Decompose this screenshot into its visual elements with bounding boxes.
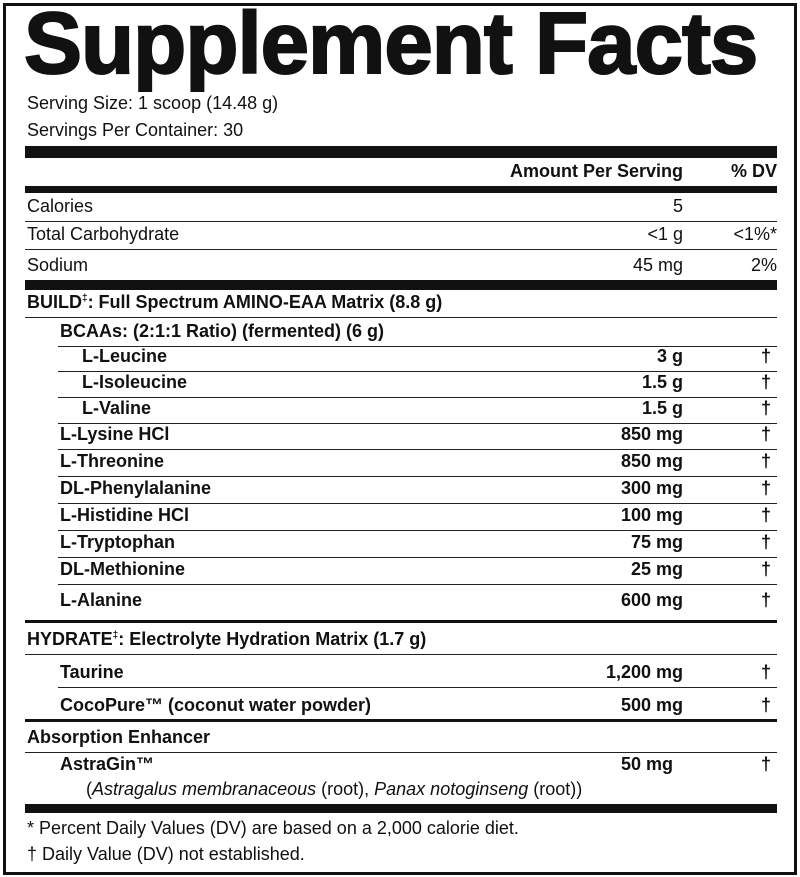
ingredient-row bbox=[58, 450, 777, 477]
ingredient-row bbox=[58, 655, 777, 688]
ingredient-dv: † bbox=[760, 424, 771, 444]
ingredient-amount: 300 mg bbox=[620, 478, 683, 498]
nutrient-amount: 5 bbox=[672, 196, 683, 216]
ingredient-name: Taurine bbox=[60, 662, 124, 682]
dv-header: % DV bbox=[730, 161, 777, 181]
ingredient-amount: 1.5 g bbox=[641, 372, 683, 392]
ingredient-name: CocoPure™ (coconut water powder) bbox=[60, 695, 372, 715]
ingredient-row bbox=[58, 477, 777, 504]
ingredient-dv: † bbox=[760, 532, 771, 552]
footnote-not-established: † Daily Value (DV) not established. bbox=[27, 844, 305, 864]
nutrient-name: Total Carbohydrate bbox=[27, 224, 180, 244]
ingredient-row bbox=[58, 753, 777, 779]
ingredient-amount: 100 mg bbox=[620, 505, 683, 525]
hydrate-section-header bbox=[25, 623, 777, 655]
ingredient-amount: 25 mg bbox=[630, 559, 683, 579]
footnote-mark: ‡ bbox=[112, 630, 119, 641]
absorption-section-header bbox=[25, 722, 777, 753]
ingredient-name: L-Tryptophan bbox=[60, 532, 175, 552]
ingredient-dv: † bbox=[760, 372, 771, 392]
ingredient-row bbox=[58, 398, 777, 424]
ingredient-name: L-Valine bbox=[82, 398, 152, 418]
ingredient-row bbox=[58, 424, 777, 450]
ingredient-dv: † bbox=[760, 505, 771, 525]
nutrient-name: Sodium bbox=[27, 255, 89, 275]
species-name: Astragalus membranaceous bbox=[92, 779, 317, 799]
divider-thick bbox=[25, 280, 777, 290]
ingredient-dv: † bbox=[760, 754, 771, 774]
divider-thick bbox=[25, 146, 777, 158]
ingredient-amount: 850 mg bbox=[620, 451, 683, 471]
amount-header: Amount Per Serving bbox=[509, 161, 683, 181]
divider-thick bbox=[25, 804, 777, 813]
nutrient-dv: 2% bbox=[750, 255, 777, 275]
nutrient-dv: <1%* bbox=[733, 224, 777, 244]
ingredient-amount: 1.5 g bbox=[641, 398, 683, 418]
ingredient-dv: † bbox=[760, 398, 771, 418]
footnote-mark: ‡ bbox=[82, 293, 88, 304]
nutrient-amount: <1 g bbox=[647, 224, 683, 244]
serving-size: Serving Size: 1 scoop (14.48 g) bbox=[27, 93, 279, 113]
ingredient-row bbox=[58, 558, 777, 585]
ingredient-row bbox=[58, 585, 777, 620]
ingredient-row bbox=[58, 504, 777, 531]
ingredient-name: L-Isoleucine bbox=[82, 372, 188, 392]
ingredient-row bbox=[58, 688, 777, 720]
nutrient-row bbox=[25, 222, 777, 250]
ingredient-row bbox=[58, 372, 777, 398]
ingredient-name: DL-Methionine bbox=[60, 559, 185, 579]
ingredient-dv: † bbox=[760, 590, 771, 610]
nutrient-row bbox=[25, 193, 777, 222]
nutrient-name: Calories bbox=[27, 196, 94, 216]
ingredient-dv: † bbox=[760, 478, 771, 498]
ingredient-name: AstraGin™ bbox=[60, 754, 155, 774]
ingredient-amount: 50 mg bbox=[620, 754, 673, 774]
ingredient-amount: 75 mg bbox=[630, 532, 683, 552]
species-name: Panax notoginseng bbox=[374, 779, 529, 799]
bcaa-header bbox=[58, 318, 777, 347]
ingredient-name: L-Leucine bbox=[82, 346, 168, 366]
section-subtitle: : Electrolyte Hydration Matrix (1.7 g) bbox=[118, 629, 427, 649]
astragin-source bbox=[86, 779, 582, 800]
ingredient-amount: 600 mg bbox=[620, 590, 683, 610]
nutrient-row bbox=[25, 250, 777, 280]
ingredient-dv: † bbox=[760, 451, 771, 471]
ingredient-amount: 500 mg bbox=[620, 695, 683, 715]
section-title: HYDRATE bbox=[27, 629, 113, 649]
ingredient-amount: 3 g bbox=[656, 346, 683, 366]
ingredient-name: L-Lysine HCl bbox=[60, 424, 170, 444]
servings-per-container: Servings Per Container: 30 bbox=[27, 120, 244, 140]
nutrient-amount: 45 mg bbox=[632, 255, 683, 275]
footnote-dv: * Percent Daily Values (DV) are based on a 2,000 calorie diet. bbox=[27, 818, 519, 838]
column-header bbox=[25, 158, 777, 186]
plant-part: (root), bbox=[316, 779, 375, 799]
plant-part: (root)) bbox=[528, 779, 583, 799]
ingredient-row bbox=[58, 531, 777, 558]
ingredient-amount: 850 mg bbox=[620, 424, 683, 444]
section-subtitle: : Full Spectrum AMINO-EAA Matrix (8.8 g) bbox=[87, 292, 443, 312]
paren: ( bbox=[86, 779, 92, 799]
ingredient-dv: † bbox=[760, 695, 771, 715]
ingredient-row bbox=[58, 347, 777, 372]
ingredient-name: L-Histidine HCl bbox=[60, 505, 189, 525]
ingredient-name: DL-Phenylalanine bbox=[60, 478, 212, 498]
bcaa-title: BCAAs: (2:1:1 Ratio) (fermented) (6 g) bbox=[60, 321, 385, 341]
section-title: Absorption Enhancer bbox=[27, 727, 211, 747]
ingredient-name: L-Alanine bbox=[60, 590, 143, 610]
ingredient-dv: † bbox=[760, 559, 771, 579]
ingredient-amount: 1,200 mg bbox=[605, 662, 683, 682]
divider-thick bbox=[25, 186, 777, 193]
section-title: BUILD bbox=[27, 292, 82, 312]
ingredient-dv: † bbox=[760, 662, 771, 682]
page-title: Supplement Facts bbox=[24, 0, 758, 92]
build-section-header bbox=[25, 290, 777, 318]
ingredient-name: L-Threonine bbox=[60, 451, 164, 471]
ingredient-dv: † bbox=[760, 346, 771, 366]
